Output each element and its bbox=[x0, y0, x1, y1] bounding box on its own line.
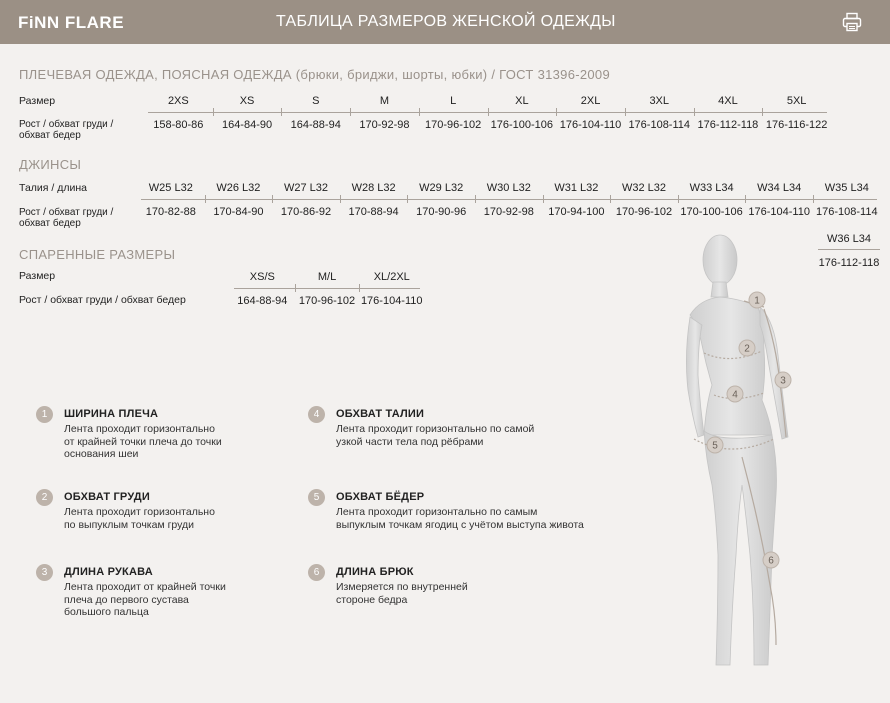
measure-number-badge: 3 bbox=[36, 564, 53, 581]
measure-title: ОБХВАТ БЁДЕР bbox=[336, 491, 425, 503]
brand-logo: FiNN FLARE bbox=[18, 13, 125, 32]
measure-title: ДЛИНА БРЮК bbox=[336, 566, 414, 578]
size-cell: 2XS bbox=[167, 95, 189, 107]
measure-cell: 164-88-94 bbox=[290, 119, 341, 131]
measure-cell: 176-108-114 bbox=[628, 119, 691, 131]
header-bar bbox=[0, 0, 890, 44]
mannequin-figure bbox=[680, 225, 840, 695]
size-cell: W33 L34 bbox=[689, 182, 734, 194]
measure-cell: 176-100-106 bbox=[490, 119, 554, 131]
paired-size-label: Размер bbox=[19, 270, 56, 282]
measure-description: Лента проходит горизонтально по самой узкой части тела под рёбрами bbox=[336, 423, 535, 448]
row-divider bbox=[148, 112, 827, 113]
size-cell: W28 L32 bbox=[351, 182, 396, 194]
apparel-size-label: Размер bbox=[19, 95, 56, 107]
size-cell: M bbox=[379, 95, 390, 107]
measure-cell: 158-80-86 bbox=[153, 119, 204, 131]
figure-marker-label: 2 bbox=[744, 343, 750, 355]
size-cell: 4XL bbox=[718, 95, 738, 107]
size-cell: XS bbox=[239, 95, 255, 107]
measure-cell: 176-112-118 bbox=[697, 119, 759, 131]
measure-title: ОБХВАТ ГРУДИ bbox=[64, 491, 150, 503]
size-cell: W35 L34 bbox=[824, 182, 869, 194]
measure-cell: 170-94-100 bbox=[548, 206, 605, 218]
measure-number-badge: 2 bbox=[36, 489, 53, 506]
size-cell: W26 L32 bbox=[216, 182, 261, 194]
measure-number-badge: 5 bbox=[308, 489, 325, 506]
size-cell: 5XL bbox=[786, 95, 807, 107]
measure-cell: 170-96-102 bbox=[298, 295, 356, 307]
measure-cell: 170-92-98 bbox=[483, 206, 534, 218]
measure-cell: 176-108-114 bbox=[816, 206, 878, 218]
size-cell: XL bbox=[515, 95, 529, 107]
measure-cell: 176-104-110 bbox=[360, 295, 423, 307]
size-cell: W30 L32 bbox=[486, 182, 531, 194]
jeans-extra-measure: 176-112-118 bbox=[818, 257, 880, 269]
measure-title: ОБХВАТ ТАЛИИ bbox=[336, 408, 425, 420]
figure-marker-label: 3 bbox=[780, 375, 786, 387]
measure-description: Лента проходит горизонтально от крайней точки плеча до точки основания шеи bbox=[64, 423, 222, 460]
figure-marker-label: 1 bbox=[754, 295, 760, 307]
measure-cell: 176-104-110 bbox=[559, 119, 622, 131]
printer-icon[interactable] bbox=[842, 12, 862, 32]
size-cell: W32 L32 bbox=[621, 182, 666, 194]
jeans-section-title: ДЖИНСЫ bbox=[19, 157, 82, 172]
apparel-section-title: ПЛЕЧЕВАЯ ОДЕЖДА, ПОЯСНАЯ ОДЕЖДА (брюки, бриджи, шорты, юбки) / ГОСТ 31396-2009 bbox=[19, 67, 610, 82]
size-cell: W29 L32 bbox=[419, 182, 464, 194]
measure-cell: 170-90-96 bbox=[416, 206, 467, 218]
measure-cell: 170-86-92 bbox=[280, 206, 332, 218]
measure-description: Измеряется по внутренней стороне бедра bbox=[336, 581, 468, 606]
measure-cell: 170-92-98 bbox=[359, 119, 410, 131]
row-divider bbox=[141, 199, 877, 200]
size-cell: M/L bbox=[317, 271, 337, 283]
measure-number-badge: 4 bbox=[308, 406, 325, 423]
measure-cell: 164-84-90 bbox=[221, 119, 273, 131]
measure-description: Лента проходит горизонтально по выпуклым точкам груди bbox=[64, 506, 215, 531]
size-cell: W25 L32 bbox=[148, 182, 193, 194]
paired-measure-label: Рост / обхват груди / обхват бедер bbox=[19, 294, 186, 306]
measure-cell: 170-96-102 bbox=[425, 119, 482, 131]
size-cell: W34 L34 bbox=[757, 182, 802, 194]
measure-cell: 170-84-90 bbox=[213, 206, 264, 218]
jeans-size-label: Талия / длина bbox=[19, 182, 87, 194]
row-divider bbox=[234, 288, 420, 289]
size-cell: L bbox=[450, 95, 457, 107]
measure-number-badge: 1 bbox=[36, 406, 53, 423]
measure-title: ДЛИНА РУКАВА bbox=[64, 566, 153, 578]
paired-section-title: СПАРЕННЫЕ РАЗМЕРЫ bbox=[19, 247, 176, 262]
size-cell: W27 L32 bbox=[283, 182, 328, 194]
measure-cell: 170-96-102 bbox=[615, 206, 673, 218]
measure-cell: 164-88-94 bbox=[237, 295, 288, 307]
jeans-measure-label: Рост / обхват груди / обхват бедер bbox=[19, 207, 114, 229]
figure-marker-label: 4 bbox=[732, 389, 738, 401]
measure-number-badge: 6 bbox=[308, 564, 325, 581]
jeans-extra-size: W36 L34 bbox=[826, 233, 872, 245]
measure-cell: 176-116-122 bbox=[765, 119, 828, 131]
size-cell: XL/2XL bbox=[373, 271, 410, 283]
page-title: ТАБЛИЦА РАЗМЕРОВ ЖЕНСКОЙ ОДЕЖДЫ bbox=[276, 13, 616, 30]
figure-marker-label: 5 bbox=[712, 440, 718, 452]
measure-title: ШИРИНА ПЛЕЧА bbox=[64, 408, 159, 420]
measure-cell: 170-88-94 bbox=[348, 206, 399, 218]
apparel-measure-label: Рост / обхват груди / обхват бедер bbox=[19, 119, 114, 141]
size-cell: 3XL bbox=[649, 95, 670, 107]
measure-cell: 170-82-88 bbox=[145, 206, 196, 218]
measure-cell: 176-104-110 bbox=[748, 206, 810, 218]
size-cell: S bbox=[312, 95, 320, 107]
measure-description: Лента проходит от крайней точки плеча до первого сустава большого пальца bbox=[64, 581, 226, 618]
measure-cell: 170-100-106 bbox=[680, 206, 743, 218]
size-cell: XS/S bbox=[249, 271, 275, 283]
size-cell: W31 L32 bbox=[554, 182, 599, 194]
size-cell: 2XL bbox=[580, 95, 601, 107]
measure-description: Лента проходит горизонтально по самым выпуклым точкам ягодиц с учётом выступа живота bbox=[336, 506, 584, 531]
figure-marker-label: 6 bbox=[768, 555, 774, 567]
